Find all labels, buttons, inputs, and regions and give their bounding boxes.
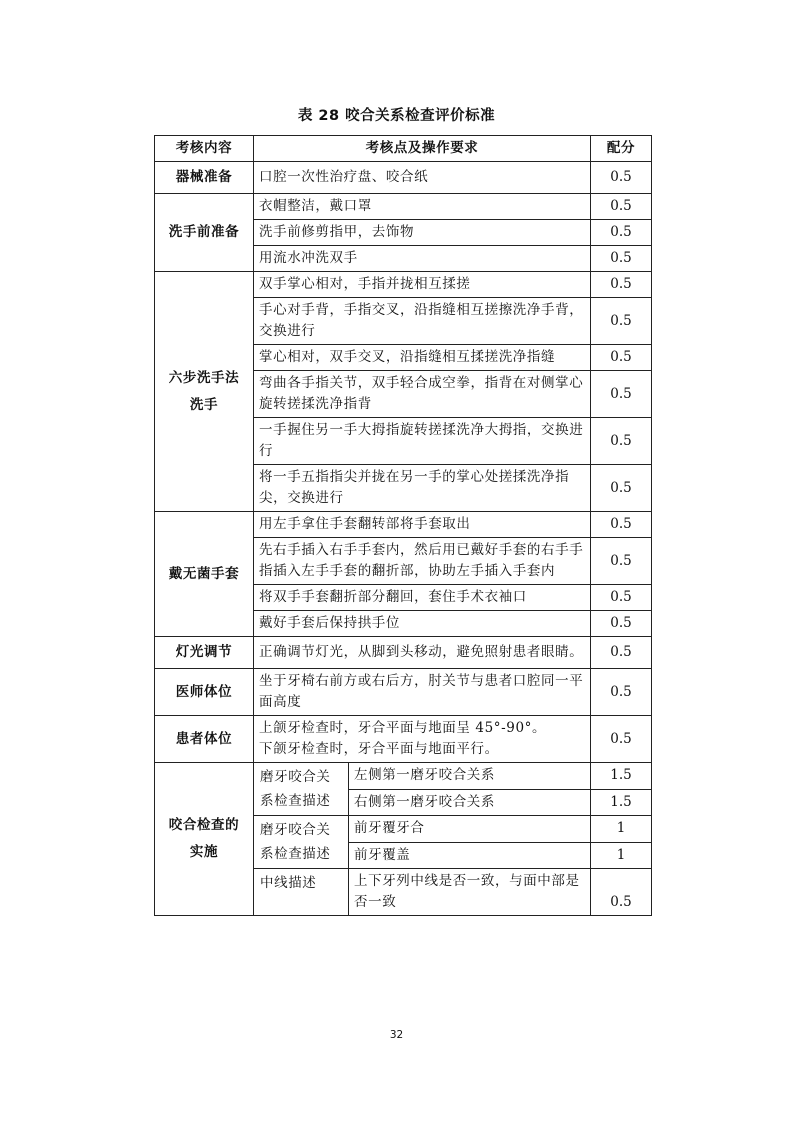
score-cell: 0.5 [591, 246, 652, 272]
category-patient-position: 患者体位 [155, 716, 254, 763]
score-cell: 1 [591, 842, 652, 869]
score-cell: 0.5 [591, 272, 652, 298]
patient-position-line2: 下颌牙检查时，牙合平面与地面平行。 [259, 741, 499, 757]
category-six-step-line1: 六步洗手法 [168, 369, 240, 386]
page-number: 32 [389, 1029, 404, 1041]
score-cell: 0.5 [591, 298, 652, 345]
category-six-step-line2: 洗手 [189, 396, 219, 413]
requirement-cell: 用左手拿住手套翻转部将手套取出 [254, 512, 591, 538]
requirement-cell: 正确调节灯光，从脚到头移动，避免照射患者眼睛。 [254, 637, 591, 669]
table-row [155, 637, 652, 669]
table-row [155, 669, 652, 716]
subcategory-molar: 磨牙咬合关系检查描述 [254, 763, 349, 816]
score-cell: 0.5 [591, 194, 652, 220]
header-requirements: 考核点及操作要求 [254, 136, 591, 162]
score-cell: 0.5 [591, 669, 652, 716]
score-cell: 0.5 [591, 162, 652, 194]
score-cell: 0.5 [591, 637, 652, 669]
score-cell: 1.5 [591, 789, 652, 816]
requirement-cell: 先右手插入右手手套内，然后用已戴好手套的右手手指插入左手手套的翻折部，协助左手插入手套内 [254, 538, 591, 585]
requirement-cell: 一手握住另一手大拇指旋转搓揉洗净大拇指，交换进行 [254, 418, 591, 465]
subcategory-anterior: 磨牙咬合关系检查描述 [254, 816, 349, 869]
requirement-cell: 口腔一次性治疗盘、咬合纸 [254, 162, 591, 194]
requirement-cell: 前牙覆牙合 [349, 816, 591, 843]
requirement-cell: 手心对手背，手指交叉，沿指缝相互搓擦洗净手背，交换进行 [254, 298, 591, 345]
score-cell: 0.5 [591, 585, 652, 611]
score-cell: 1.5 [591, 763, 652, 790]
table-row [155, 272, 652, 298]
requirement-cell: 将一手五指指尖并拢在另一手的掌心处搓揉洗净指尖，交换进行 [254, 465, 591, 512]
evaluation-table [154, 135, 652, 916]
requirement-cell [254, 716, 591, 763]
score-cell: 0.5 [591, 220, 652, 246]
requirement-cell: 坐于牙椅右前方或右后方，肘关节与患者口腔同一平面高度 [254, 669, 591, 716]
score-cell: 0.5 [591, 716, 652, 763]
subcategory-midline: 中线描述 [254, 869, 349, 916]
requirement-cell: 用流水冲洗双手 [254, 246, 591, 272]
header-score: 配分 [591, 136, 652, 162]
requirement-cell: 右侧第一磨牙咬合关系 [349, 789, 591, 816]
score-cell: 0.5 [591, 538, 652, 585]
score-cell: 0.5 [591, 345, 652, 371]
category-hand-prep: 洗手前准备 [155, 194, 254, 272]
category-occlusion-line2: 实施 [189, 844, 219, 860]
score-cell: 1 [591, 816, 652, 843]
score-cell: 0.5 [591, 465, 652, 512]
table-row [155, 512, 652, 538]
requirement-cell: 弯曲各手指关节，双手轻合成空拳，指背在对侧掌心旋转搓揉洗净指背 [254, 371, 591, 418]
table-row [155, 194, 652, 220]
category-occlusion [155, 763, 254, 916]
category-six-step [155, 272, 254, 512]
patient-position-line1: 上颌牙检查时，牙合平面与地面呈 45°-90°。 [259, 720, 547, 736]
category-gloves: 戴无菌手套 [155, 512, 254, 637]
score-cell: 0.5 [591, 371, 652, 418]
score-cell: 0.5 [591, 869, 652, 916]
requirement-cell: 衣帽整洁，戴口罩 [254, 194, 591, 220]
score-cell: 0.5 [591, 611, 652, 637]
header-content: 考核内容 [155, 136, 254, 162]
requirement-cell: 将双手手套翻折部分翻回，套住手术衣袖口 [254, 585, 591, 611]
category-equipment: 器械准备 [155, 162, 254, 194]
category-light: 灯光调节 [155, 637, 254, 669]
requirement-cell: 双手掌心相对，手指并拢相互揉搓 [254, 272, 591, 298]
requirement-cell: 前牙覆盖 [349, 842, 591, 869]
table-row [155, 763, 652, 790]
requirement-cell: 左侧第一磨牙咬合关系 [349, 763, 591, 790]
table-row [155, 716, 652, 763]
score-cell: 0.5 [591, 418, 652, 465]
requirement-cell: 掌心相对，双手交叉，沿指缝相互揉搓洗净指缝 [254, 345, 591, 371]
requirement-cell: 洗手前修剪指甲，去饰物 [254, 220, 591, 246]
page-title: 表 28 咬合关系检查评价标准 [297, 108, 496, 124]
table-row [155, 162, 652, 194]
category-doctor-position: 医师体位 [155, 669, 254, 716]
table-header-row [155, 136, 652, 162]
score-cell: 0.5 [591, 512, 652, 538]
requirement-cell: 戴好手套后保持拱手位 [254, 611, 591, 637]
category-occlusion-line1: 咬合检查的 [168, 817, 240, 833]
requirement-cell: 上下牙列中线是否一致，与面中部是否一致 [349, 869, 591, 916]
